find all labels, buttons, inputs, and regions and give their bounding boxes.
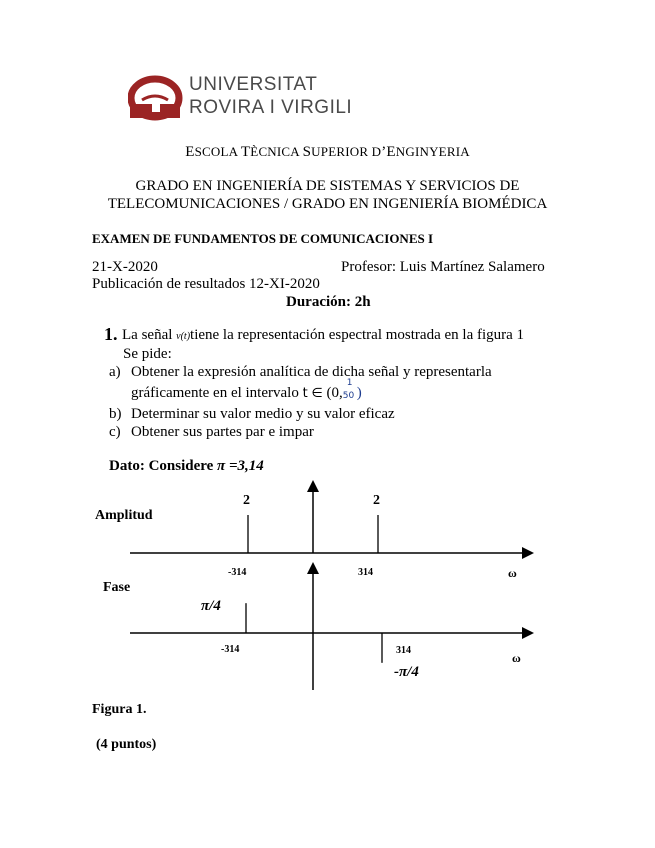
phase-omega-label: ω (512, 651, 521, 665)
item-a-text: gráficamente en el intervalo (131, 385, 299, 401)
exam-duration: Duración: 2h (286, 294, 371, 310)
university-name-line1: UNIVERSITAT (189, 74, 318, 95)
phase-value-label: -π/4 (394, 664, 419, 680)
exam-title: EXAMEN DE FUNDAMENTOS DE COMUNICACIONES I (92, 231, 434, 246)
school-name-part: NGINYERIA (395, 144, 470, 159)
fraction-denominator: 50 (342, 390, 355, 401)
exam-publication: Publicación de resultados 12-XI-2020 (92, 276, 320, 292)
question-intro-b: tiene la representación espectral mostrada en la figura 1 (190, 327, 525, 343)
school-name-part: S (302, 144, 312, 160)
phase-value-label: π/4 (201, 598, 221, 614)
phase-tick-label: 314 (396, 645, 411, 656)
question-number: 1. (104, 324, 118, 344)
interval-t: t (302, 386, 308, 401)
item-a-label: a) (109, 364, 121, 380)
interval-open: (0, (326, 385, 343, 401)
exam-date: 21-X-2020 (92, 259, 158, 275)
school-name-part: T (240, 144, 251, 160)
item-b-text: Determinar su valor medio y su valor eficaz (131, 406, 395, 422)
item-a-line1: Obtener la expresión analítica de dicha señal y representarla (131, 364, 492, 380)
figure-caption: Figura 1. (92, 702, 147, 717)
exam-professor: Profesor: Luis Martínez Salamero (341, 259, 545, 275)
school-name-part: E (185, 144, 195, 160)
amplitude-value-label: 2 (243, 493, 250, 508)
amplitude-tick-label: 314 (358, 567, 373, 578)
question-ask: Se pide: (123, 346, 172, 362)
amplitude-label: Amplitud (95, 508, 153, 523)
degree-line2: TELECOMUNICACIONES / GRADO EN INGENIERÍA BIOMÉDICA (107, 196, 548, 212)
school-name-part: UPERIOR D (311, 144, 382, 159)
amplitude-tick-label: -314 (228, 567, 247, 578)
school-name-part: ÈCNICA (250, 144, 303, 159)
amplitude-omega-label: ω (508, 566, 517, 580)
interval-close: ) (356, 385, 362, 401)
item-c-label: c) (109, 424, 121, 440)
interval-element-of: ∈ (311, 386, 323, 401)
school-name-part: ’E (381, 144, 396, 160)
phase-tick-label: -314 (221, 644, 240, 655)
degree-line1: GRADO EN INGENIERÍA DE SISTEMAS Y SERVICIOS DE (135, 178, 520, 194)
item-c-text: Obtener sus partes par e impar (131, 424, 314, 440)
question-intro-a: La señal (122, 327, 177, 343)
item-b-label: b) (109, 406, 122, 422)
question-points: (4 puntos) (96, 737, 157, 752)
fraction-numerator: 1 (346, 377, 353, 388)
school-name-part: SCOLA (194, 144, 241, 159)
university-name-line2: ROVIRA I VIRGILI (189, 97, 353, 118)
pi-value: π =3,14 (217, 458, 264, 474)
data-note-label: Dato: Considere (109, 458, 218, 474)
signal-symbol: v(t) (176, 331, 191, 342)
amplitude-value-label: 2 (373, 493, 380, 508)
phase-label: Fase (103, 580, 131, 595)
